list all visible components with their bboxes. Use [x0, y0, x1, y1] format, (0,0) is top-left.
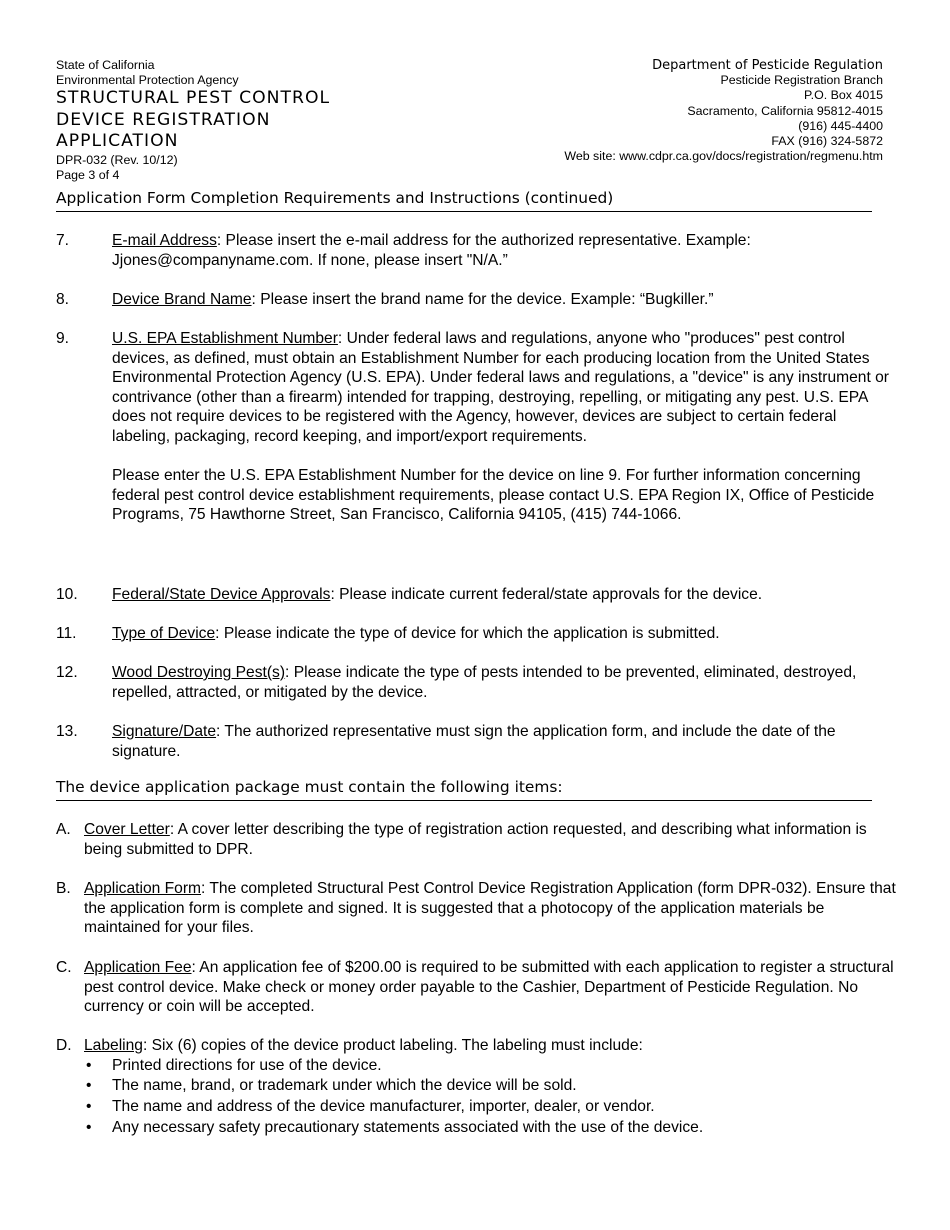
- form-title-line2: DEVICE REGISTRATION: [56, 109, 271, 130]
- instruction-item: [56, 663, 892, 702]
- item-number: 9.: [56, 330, 70, 347]
- instruction-item: [56, 624, 892, 644]
- package-item: [56, 1036, 896, 1139]
- branch-name: Pesticide Registration Branch: [720, 73, 883, 88]
- item-number: 13.: [56, 723, 78, 740]
- item-label: Labeling: [84, 1037, 143, 1054]
- form-title-line1: STRUCTURAL PEST CONTROL: [56, 88, 331, 108]
- package-item: [56, 958, 896, 1017]
- phone-number: (916) 445-4400: [798, 118, 883, 133]
- list-item: • The name and address of the device manufacturer, importer, dealer, or vendor.: [84, 1097, 896, 1118]
- item-text: : Six (6) copies of the device product labeling. The labeling must include:: [142, 1037, 643, 1054]
- header-right: [564, 58, 883, 164]
- item-label: U.S. EPA Establishment Number: [112, 330, 338, 347]
- item-number: 11.: [56, 625, 77, 642]
- list-item: • The name, brand, or trademark under which the device will be sold.: [84, 1076, 896, 1097]
- item-letter: B.: [56, 880, 71, 897]
- item-label: Federal/State Device Approvals: [112, 586, 331, 603]
- item-text: : Under federal laws and regulations, anyone who "produces" pest control devices, as defined, must obtain an Establishment Number for each producing location from the United States Environmental Protection Agency (U.S. EPA). Under federal laws and regulations, a "device" is any instrument or contrivance (other than a firearm) intended for trapping, destroying, repelling, or mitigating any pest. U.S. EPA does not require devices to be registered with the Agency, however, devices are subject to certain federal labeling, packaging, record keeping, and import/export requirements.: [112, 330, 889, 445]
- item-text: : A cover letter describing the type of registration action requested, and describing what information is being submitted to DPR.: [84, 821, 867, 858]
- instruction-item: [56, 329, 892, 525]
- instruction-item: [56, 722, 892, 761]
- item-number: 7.: [56, 232, 70, 249]
- item-text: : Please insert the e-mail address for the authorized representative. Example: Jjones@companyname.com. If none, please insert "N/A.”: [112, 232, 751, 269]
- item-label: E-mail Address: [112, 232, 217, 249]
- item-text: : The authorized representative must sign the application form, and include the date of the signature.: [112, 723, 836, 760]
- item-text: : Please indicate the type of pests intended to be prevented, eliminated, destroyed, repelled, attracted, or mitigated by the device.: [112, 664, 857, 701]
- item-text-continued: Please enter the U.S. EPA Establishment Number for the device on line 9. For further information concerning federal pest control device establishment requirements, please contact U.S. EPA Region IX, Office of Pesticide Programs, 75 Hawthorne Street, San Francisco, California 94105, (415) 744-1066.: [112, 467, 875, 524]
- item-label: Application Form: [84, 880, 201, 897]
- item-label: Type of Device: [112, 625, 216, 642]
- item-text: : An application fee of $200.00 is required to be submitted with each application to register a structural pest control device. Make check or money order payable to the Cashier, Department of Pesticide Regulation. No currency or coin will be accepted.: [84, 959, 894, 1016]
- item-text: : Please indicate the type of device for which the application is submitted.: [215, 625, 720, 642]
- page-number: Page 3 of 4: [56, 167, 120, 182]
- instruction-item: [56, 231, 892, 270]
- list-item: • Any necessary safety precautionary statements associated with the use of the device.: [84, 1118, 896, 1139]
- form-id: DPR-032 (Rev. 10/12): [56, 152, 178, 167]
- item-text: : Please insert the brand name for the device. Example: “Bugkiller.”: [251, 291, 714, 308]
- list-item: • Printed directions for use of the device.: [84, 1056, 896, 1077]
- item-label: Application Fee: [84, 959, 192, 976]
- city-address: Sacramento, California 95812-4015: [687, 103, 883, 118]
- section-heading-instructions: Application Form Completion Requirements and Instructions (continued): [56, 189, 872, 212]
- instruction-item: [56, 290, 892, 310]
- po-box: P.O. Box 4015: [804, 88, 883, 103]
- instruction-item: [56, 585, 892, 605]
- fax-number: FAX (916) 324-5872: [771, 134, 883, 149]
- item-label: Cover Letter: [84, 821, 170, 838]
- item-number: 12.: [56, 664, 78, 681]
- state-name: State of California: [56, 58, 155, 72]
- item-label: Signature/Date: [112, 723, 217, 740]
- item-text: : The completed Structural Pest Control Device Registration Application (form DPR-032). Ensure that the application form is complete and signed. It is suggested that a photocopy of the application materials be maintained for your files.: [84, 880, 896, 937]
- department-name: Department of Pesticide Regulation: [652, 58, 883, 73]
- item-number: 8.: [56, 291, 70, 308]
- item-letter: A.: [56, 821, 71, 838]
- section-heading-package: The device application package must contain the following items:: [56, 778, 872, 801]
- header-left: [56, 58, 330, 183]
- labeling-requirements-list: [84, 1056, 896, 1139]
- item-text: : Please indicate current federal/state approvals for the device.: [330, 586, 763, 603]
- website: Web site: www.cdpr.ca.gov/docs/registration/regmenu.htm: [564, 149, 883, 164]
- item-number: 10.: [56, 586, 78, 603]
- form-title-line3: APPLICATION: [56, 131, 179, 151]
- item-label: Wood Destroying Pest(s): [112, 664, 286, 681]
- item-label: Device Brand Name: [112, 291, 252, 308]
- package-item: [56, 820, 896, 859]
- package-item: [56, 879, 896, 938]
- item-letter: C.: [56, 959, 72, 976]
- item-letter: D.: [56, 1037, 72, 1054]
- agency-name: Environmental Protection Agency: [56, 73, 239, 87]
